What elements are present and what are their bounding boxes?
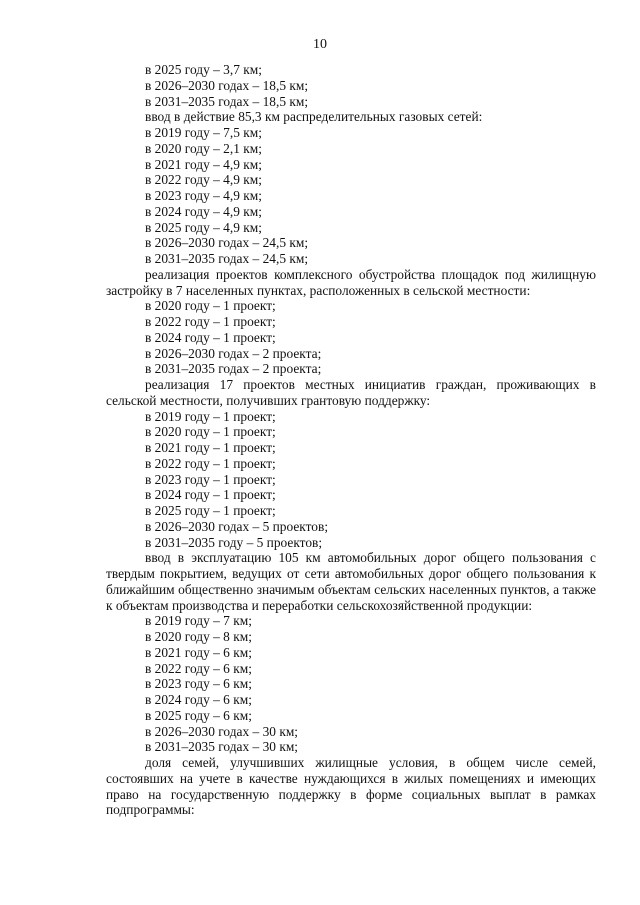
list-line: в 2031–2035 годах – 24,5 км; bbox=[145, 251, 309, 266]
list-line: в 2031–2035 годах – 2 проекта; bbox=[145, 361, 322, 377]
list-line: в 2025 году – 3,7 км; bbox=[145, 62, 262, 77]
list-line: в 2026–2030 годах – 18,5 км; bbox=[145, 77, 309, 93]
list-line: в 2024 году – 4,9 км; bbox=[145, 203, 262, 219]
list-line: в 2020 году – 8 км; bbox=[145, 629, 252, 644]
list-line: в 2026–2030 годах – 2 проекта; bbox=[145, 345, 322, 361]
list-line: в 2021 году – 1 проект; bbox=[145, 440, 276, 455]
paragraph: реализация проектов комплексного обустройства площадок под жилищную застройку в 7 населенных пунктах, расположенных в сельской местности: bbox=[106, 266, 596, 298]
list-line: в 2023 году – 6 км; bbox=[145, 676, 252, 692]
list-line: в 2019 году – 7,5 км; bbox=[145, 125, 262, 140]
list-line: в 2024 году – 1 проект; bbox=[145, 487, 276, 503]
list-line: в 2023 году – 4,9 км; bbox=[145, 188, 262, 203]
list-line: в 2025 году – 6 км; bbox=[145, 707, 252, 723]
paragraph: реализация 17 проектов местных инициатив граждан, проживающих в сельской местности, получивших грантовую поддержку: bbox=[106, 377, 596, 408]
list-line: в 2031–2035 годах – 30 км; bbox=[145, 739, 299, 755]
list-line: в 2021 году – 4,9 км; bbox=[145, 156, 262, 172]
list-line: ввод в действие 85,3 км распределительных газовых сетей: bbox=[145, 109, 483, 125]
list-line: в 2031–2035 году – 5 проектов; bbox=[145, 534, 323, 550]
list-line: в 2022 году – 6 км; bbox=[145, 660, 252, 676]
list-line: в 2019 году – 7 км; bbox=[145, 613, 252, 629]
list-line: в 2022 году – 4,9 км; bbox=[145, 172, 262, 188]
list-line: в 2020 году – 2,1 км; bbox=[145, 140, 262, 156]
list-line: в 2026–2030 годах – 24,5 км; bbox=[145, 235, 309, 251]
list-line: в 2021 году – 6 км; bbox=[145, 644, 252, 660]
paragraph: доля семей, улучшивших жилищные условия, в общем числе семей, состоявших на учете в качестве нуждающихся в жилых помещениях и имеющих право на государственную поддержку в форме социальных выплат в рамках подпрограммы: bbox=[106, 755, 596, 818]
list-line: в 2026–2030 годах – 5 проектов; bbox=[145, 518, 329, 534]
list-line: в 2020 году – 1 проект; bbox=[145, 298, 276, 314]
list-line: в 2022 году – 1 проект; bbox=[145, 314, 276, 329]
list-line: в 2020 году – 1 проект; bbox=[145, 424, 276, 440]
list-line: в 2025 году – 4,9 км; bbox=[145, 219, 262, 235]
list-line: в 2019 году – 1 проект; bbox=[145, 408, 276, 424]
list-line: в 2026–2030 годах – 30 км; bbox=[145, 723, 299, 739]
paragraph: ввод в эксплуатацию 105 км автомобильных дорог общего пользования с твердым покрытием, ведущих от сети автомобильных дорог общего пользования к ближайшим общественно значимым объектам сельских населенных пунктов, а также к объектам производства и переработки сельскохозяйственной продукции: bbox=[106, 550, 596, 613]
list-line: в 2024 году – 6 км; bbox=[145, 692, 252, 707]
list-line: в 2025 году – 1 проект; bbox=[145, 503, 276, 518]
list-line: в 2031–2035 годах – 18,5 км; bbox=[145, 93, 309, 109]
list-line: в 2023 году – 1 проект; bbox=[145, 471, 276, 487]
list-line: в 2022 году – 1 проект; bbox=[145, 455, 276, 471]
page-number: 10 bbox=[313, 37, 327, 52]
list-line: в 2024 году – 1 проект; bbox=[145, 329, 276, 345]
document-body bbox=[106, 62, 596, 818]
